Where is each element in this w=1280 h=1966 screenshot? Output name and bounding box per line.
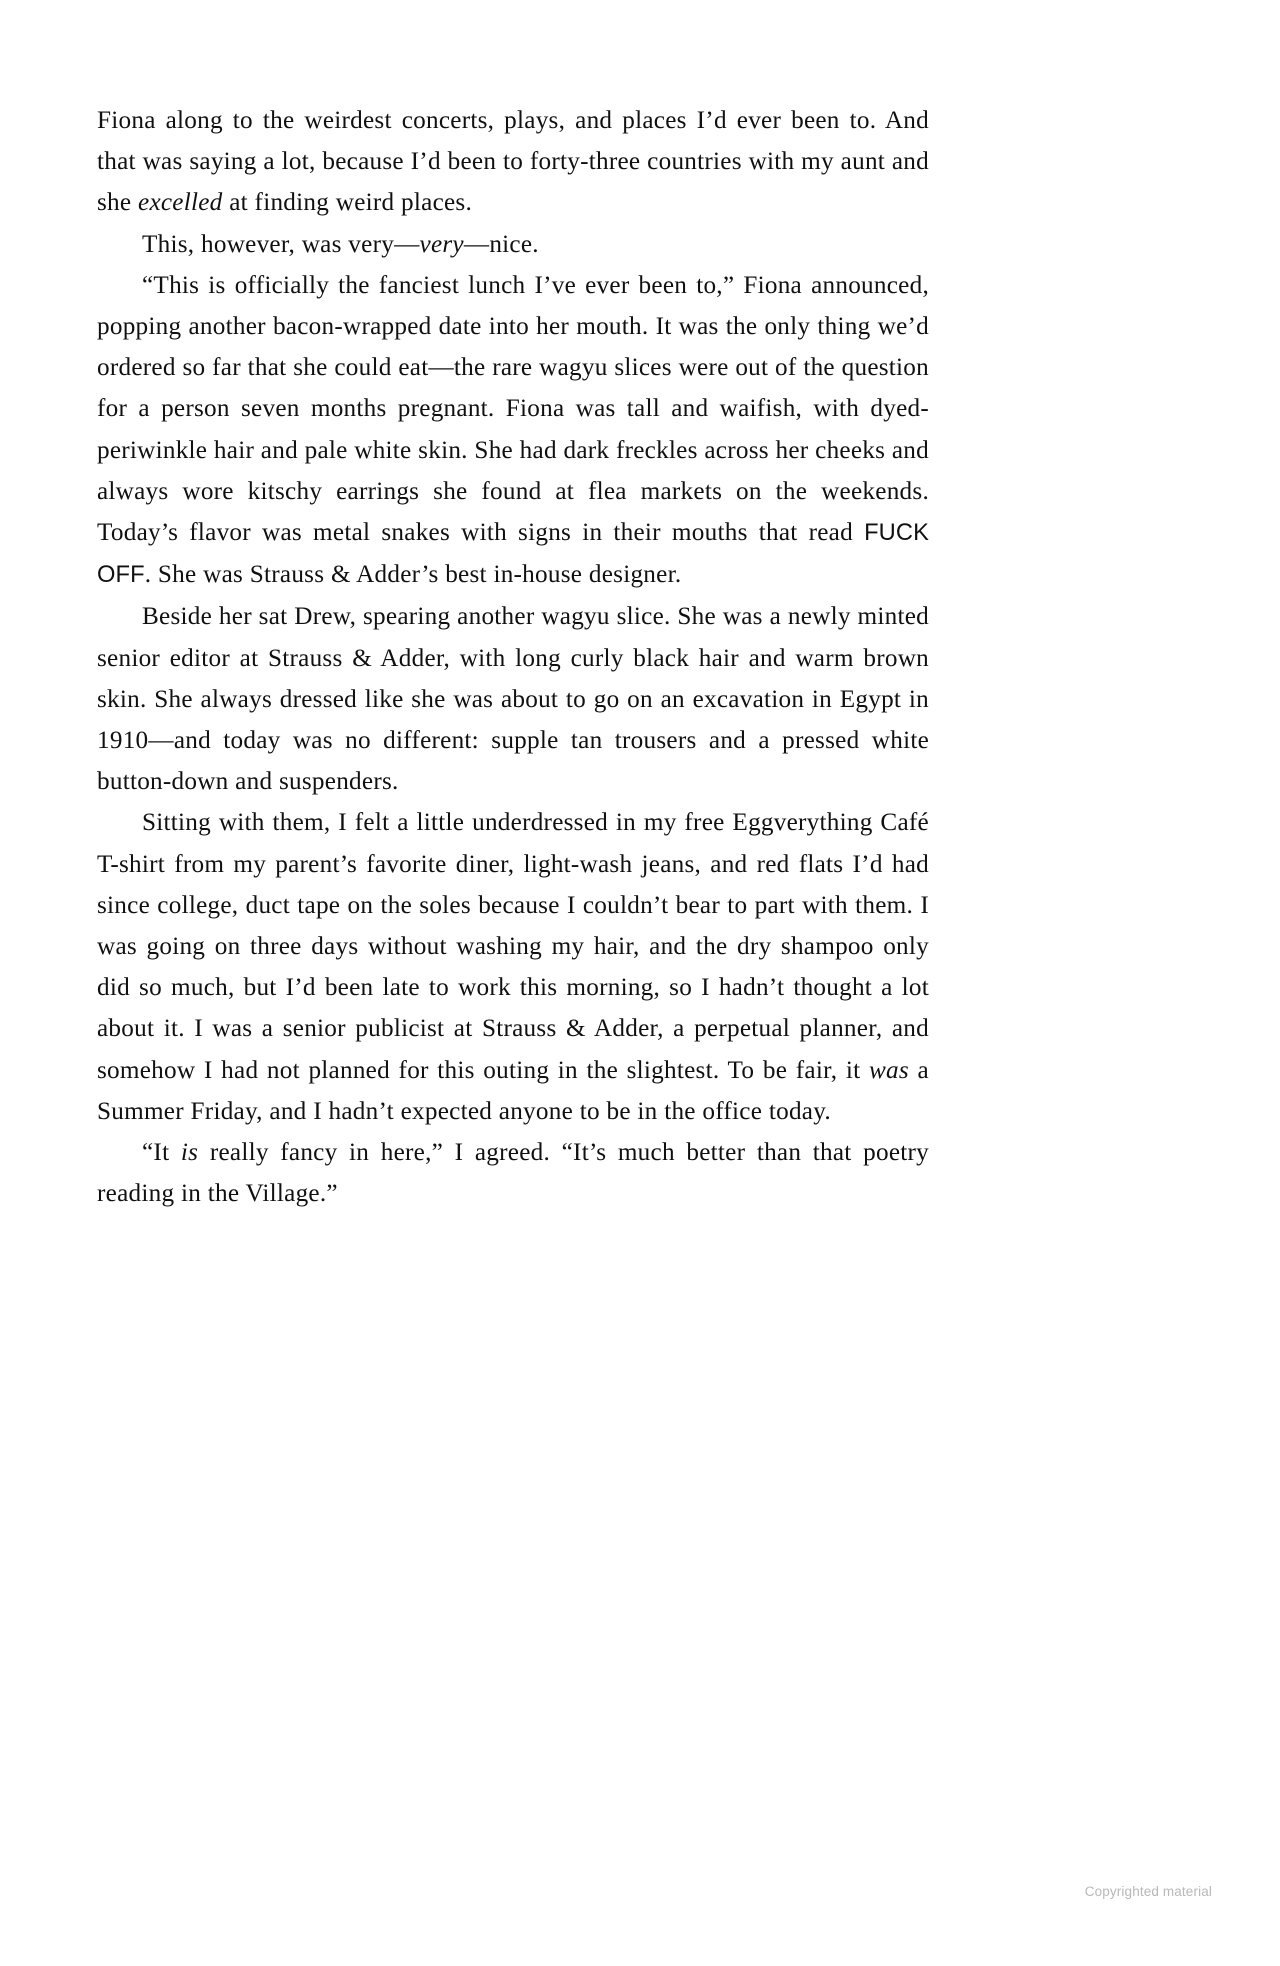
emphasis-text: is <box>180 1139 199 1167</box>
copyright-watermark: Copyrighted material <box>1084 1884 1212 1899</box>
text-run: This, however, was very— <box>142 230 420 258</box>
sans-serif-sign-text: FUCK OFF <box>97 520 929 589</box>
emphasis-text: excelled <box>138 189 223 217</box>
text-run: really fancy in here,” I agreed. “It’s much better than that poetry reading in the Village.” <box>97 1139 930 1208</box>
text-run: Beside her sat Drew, spearing another wagyu slice. She was a newly minted senior editor at Strauss & Adder, with long curly black hair and warm brown skin. She always dressed like she was about to go on an excavation in Egypt in 1910—and today was no different: supple tan trousers and a pressed white button-down and suspenders. <box>97 603 929 796</box>
text-run: a Summer Friday, and I hadn’t expected anyone to be in the office today. <box>97 1056 929 1125</box>
text-run: —nice. <box>463 230 539 258</box>
text-run: at finding weird places. <box>222 189 473 217</box>
paragraph-drew-description <box>97 596 929 802</box>
paragraph-fiona-description <box>97 265 929 597</box>
paragraph-dialogue-really-fancy <box>97 1132 929 1214</box>
text-run: Sitting with them, I felt a little underdressed in my free Eggverything Café T-shirt from my parent’s favorite diner, light-wash jeans, and red flats I’d had since college, duct tape on the soles because I couldn’t bear to part with them. I was going on three days without washing my hair, and the dry shampoo only did so much, but I’d been late to work this morning, so I hadn’t thought a lot about it. I was a senior publicist at Strauss & Adder, a perpetual planner, and somehow I had not planned for this outing in the slightest. To be fair, it <box>97 809 929 1084</box>
paragraph-narrator-outfit <box>97 802 929 1132</box>
emphasis-text: very <box>419 230 464 258</box>
paragraph-very-nice <box>97 224 929 265</box>
text-run: “It <box>142 1139 181 1167</box>
emphasis-text: was <box>869 1056 909 1084</box>
body-text-column <box>97 100 929 1214</box>
text-run: . She was Strauss & Adder’s best in-house designer. <box>144 561 682 589</box>
text-run: “This is officially the fanciest lunch I’ve ever been to,” Fiona announced, popping another bacon-wrapped date into her mouth. It was the only thing we’d ordered so far that she could eat—the rare wagyu slices were out of the question for a person seven months pregnant. Fiona was tall and waifish, with dyed-periwinkle hair and pale white skin. She had dark freckles across her cheeks and always wore kitschy earrings she found at flea markets on the weekends. Today’s flavor was metal snakes with signs in their mouths that read <box>97 271 929 547</box>
text-run: Fiona along to the weirdest concerts, plays, and places I’d ever been to. And that was saying a lot, because I’d been to forty-three countries with my aunt and she <box>97 107 929 217</box>
paragraph-continuation <box>97 100 929 224</box>
